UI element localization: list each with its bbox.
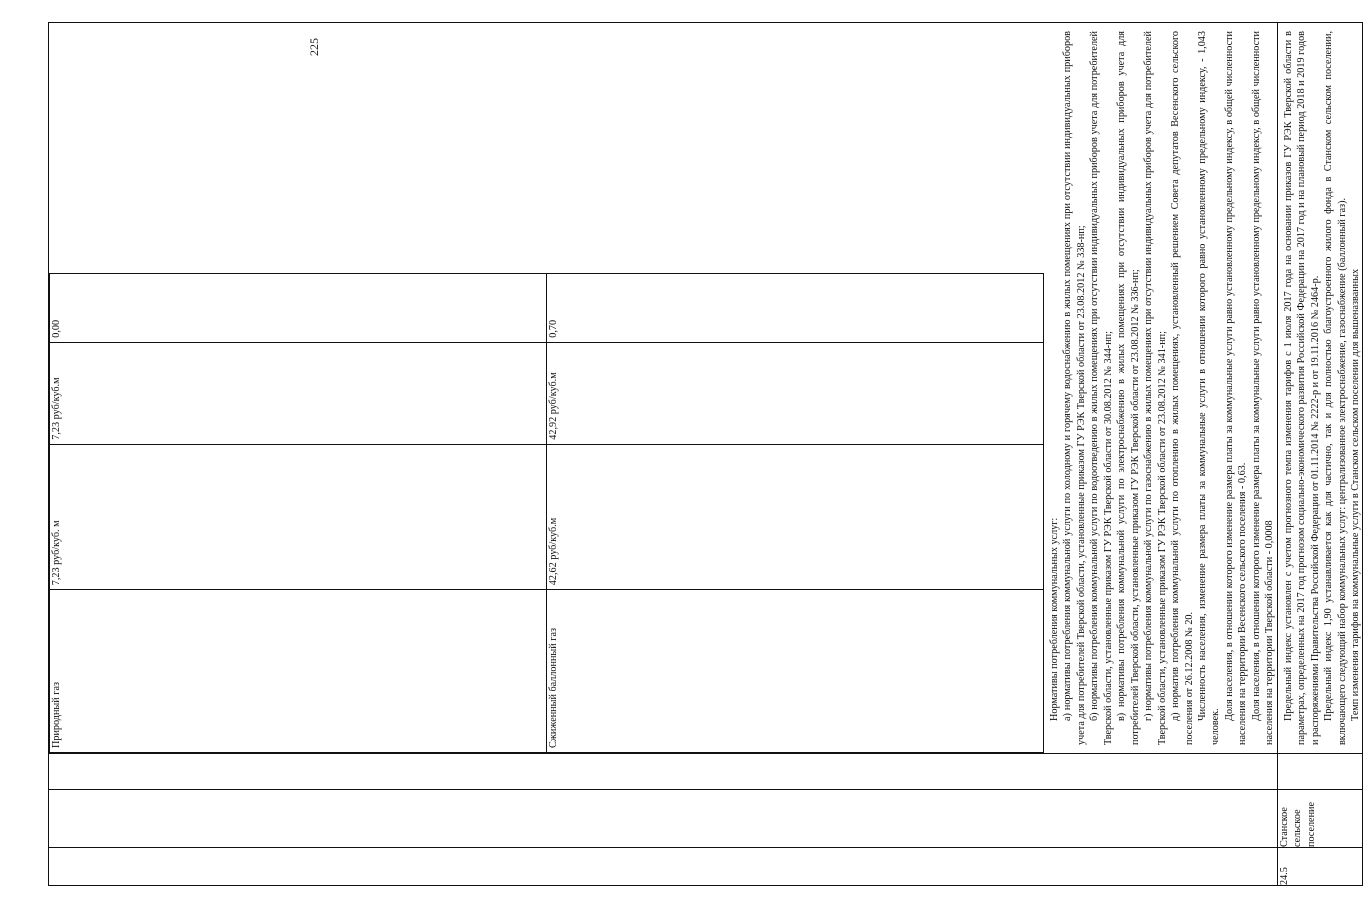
population-count-paragraph: Численность населения, изменение размера платы за коммунальные услуги в отношении которого равно установленному предельному индексу, - 1,043 человек. — [1196, 31, 1222, 745]
population-share-region-paragraph: Доля населения, в отношении которого изменение размера платы за коммунальные услуги равно установленному предельному индексу, в общей численности населения на территории Тверской области - 0,0008 — [1250, 31, 1276, 745]
rotated-document — [48, 22, 1361, 886]
population-share-settlement-paragraph: Доля населения, в отношении которого изменение размера платы за коммунальные услуги равно установленному предельному индексу, в общей численности населения на территории Весенского сельского поселения - 0,63. — [1223, 31, 1249, 745]
norm-paragraph-b: б) нормативы потребления коммунальной услуги по водоотведению в жилых помещениях при отсутствии индивидуальных приборов учета для потребителей Тверской области, установленные приказом ГУ РЭК Тверской области от 30.08.2012 № 344-нп; — [1089, 31, 1114, 745]
cell-gap-empty — [49, 754, 1278, 790]
norm-paragraph-a: а) нормативы потребления коммунальной услуги по холодному и горячему водоснабжению в жилых помещениях при отсутствии индивидуальных приборов учета для потребителей Тверской области, установленные приказом ГУ РЭК Тверской области от 23.08.2012 № 338-нп; — [1062, 31, 1087, 745]
fuel-price-1: 42,62 руб/куб.м — [547, 444, 1044, 590]
fuel-price-table — [49, 273, 1044, 753]
cell-main-content-24-5 — [1277, 23, 1363, 754]
layout-table — [48, 22, 1363, 886]
limit-index-value-paragraph: Предельный индекс 1,90 устанавливается как для частично, так и для полностью благоустроенного жилого фонда в Станском сельском поселении, включающего следующий набор коммунальных услуг: централизованное электроснабжение, газоснабжение (баллонный газ). — [1323, 31, 1348, 745]
tariff-change-paragraph: Темп изменения тарифов на коммунальные услуги в Станском сельском поселении для вышеназванных — [1349, 268, 1361, 721]
table-row-24-5 — [1277, 23, 1363, 886]
fuel-change: 0,70 — [547, 274, 1044, 343]
fuel-price-2: 7,23 руб/куб.м — [50, 342, 547, 444]
fuel-price-2: 42,92 руб/куб.м — [547, 342, 1044, 444]
settlement-name: Станское сельское поселение — [1277, 790, 1363, 848]
norm-paragraph-v: в) нормативы потребления коммунальной услуги по электроснабжению в жилых помещениях при отсутствии индивидуальных приборов учета для потребителей Тверской области, установленные приказом ГУ РЭК Тверской области от 23.08.2012 № 336-нп; — [1116, 31, 1141, 745]
norm-paragraph-g: г) нормативы потребления коммунальной услуги по газоснабжению в жилых помещениях при отсутствии индивидуальных приборов учета для потребителей Тверской области, установленные приказом ГУ РЭК Тверской области от 23.08.2012 № 341-нп; — [1143, 31, 1168, 745]
table-row — [50, 274, 547, 753]
fuel-price-1: 7,23 руб/куб. м — [50, 444, 547, 590]
cell-name-empty — [49, 790, 1278, 848]
fuel-name: Сжиженный баллонный газ — [547, 590, 1044, 753]
row-number: 24.5 — [1277, 848, 1363, 886]
fuel-change: 0,00 — [50, 274, 547, 343]
cell-gap-empty — [1277, 754, 1363, 790]
norm-paragraph-d: д) норматив потребления коммунальной услуги по отоплению в жилых помещениях, установленный решением Совета депутатов Весенского сельского поселения от 26.12.2008 № 20. — [1170, 31, 1195, 745]
limit-index-paragraph: Предельный индекс установлен с учетом прогнозного темпа изменения тарифов с 1 июля 2017 года на основании приказов ГУ РЭК Тверской области в параметрах, определенных на 2017 год прогнозом социально-экономического развития Российской Федерации на 2017 год и на плановый период 2018 и 2019 годов и распоряжениями Правительства Российской Федерации от 01.11.2014 № 2222-р и от 19.11.2016 № 2464-р. — [1282, 31, 1321, 745]
norms-heading: Нормативы потребления коммунальных услуг: — [1049, 517, 1060, 721]
table-row-previous-continuation — [49, 23, 1278, 886]
cell-number-empty — [49, 848, 1278, 886]
cell-main-content — [49, 23, 1278, 754]
table-row — [547, 274, 1044, 753]
fuel-name: Природный газ — [50, 590, 547, 753]
page-number: 225 — [307, 38, 321, 56]
